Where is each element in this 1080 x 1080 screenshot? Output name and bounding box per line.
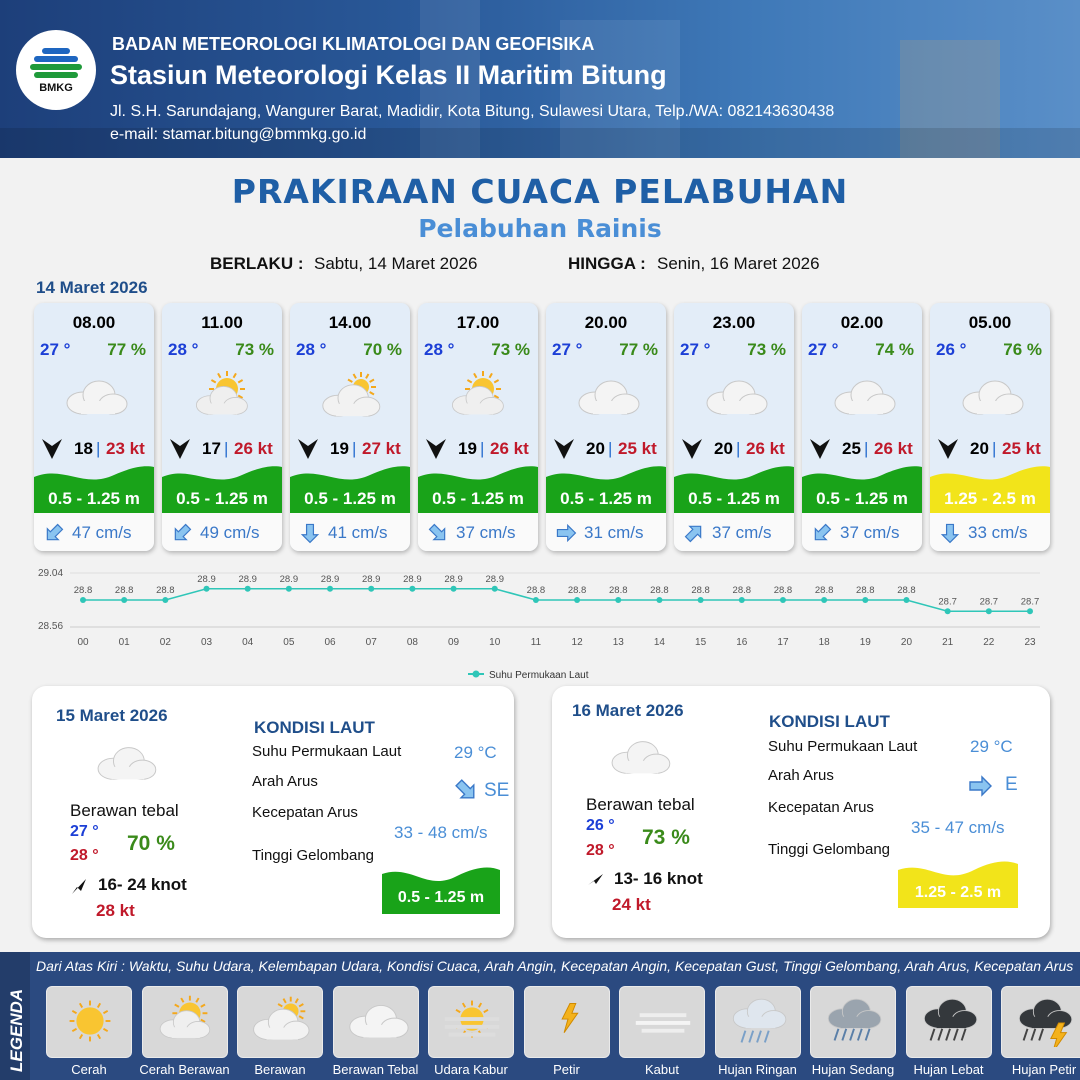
humidity: 76 % (1003, 340, 1042, 359)
wind-row (552, 437, 664, 461)
berawan-icon (237, 986, 323, 1058)
berawan-tebal-icon (955, 371, 1027, 423)
x-tick-label: 14 (653, 637, 665, 648)
humidity: 70 % (363, 340, 402, 359)
x-tick-label: 22 (983, 637, 995, 648)
forecast-time: 23.00 (712, 313, 756, 332)
legend-label: Hujan Ringan (718, 1062, 797, 1077)
wind-row (808, 437, 920, 461)
day2-wind: 16- 24 knot (98, 875, 187, 894)
current-row (290, 513, 410, 551)
data-point (451, 586, 457, 592)
wave-height: 0.5 - 1.25 m (48, 489, 140, 508)
wind-direction-icon (70, 876, 90, 896)
humidity: 74 % (875, 340, 914, 359)
current-row (34, 513, 154, 551)
day3-sst-label: Suhu Permukaan Laut (768, 738, 918, 755)
station-name: Stasiun Meteorologi Kelas II Maritim Bitung (110, 60, 667, 90)
forecast-card (418, 303, 538, 551)
day2-sst-label: Suhu Permukaan Laut (252, 743, 402, 760)
wind-direction-icon (40, 437, 64, 465)
data-label: 28.8 (156, 585, 175, 596)
cerah-icon (46, 986, 132, 1058)
day2-kondisi-title: KONDISI LAUT (254, 718, 375, 737)
data-label: 28.8 (732, 585, 752, 596)
x-tick-label: 09 (448, 637, 460, 648)
day3-kondisi-title: KONDISI LAUT (769, 712, 890, 731)
y-tick-label-bottom: 28.56 (38, 621, 64, 632)
wind-speed: 17 (202, 439, 221, 458)
day3-wind: 13- 16 knot (614, 869, 703, 888)
wind-speed: 19 (330, 439, 349, 458)
day3-condition: Berawan tebal (586, 795, 695, 814)
data-label: 28.7 (1020, 596, 1040, 608)
data-point (492, 586, 498, 592)
day3-gust: 24 kt (612, 895, 651, 914)
berawan-tebal-icon (571, 371, 643, 423)
legend-label: Kabut (645, 1062, 679, 1077)
current-speed: 37 cm/s (840, 523, 900, 542)
data-point (698, 597, 704, 603)
current-direction-icon (810, 521, 834, 545)
forecast-time: 17.00 (456, 313, 500, 332)
legend-label: Petir (553, 1062, 580, 1077)
x-tick-label: 10 (489, 637, 501, 648)
wind-speed: 25 (842, 439, 861, 458)
forecast-card (290, 303, 410, 551)
day3-wave-label: Tinggi Gelombang (768, 841, 891, 858)
wind-row (168, 437, 280, 461)
data-label: 28.8 (897, 585, 916, 596)
data-point (533, 597, 539, 603)
wave-height: 0.5 - 1.25 m (176, 489, 268, 508)
data-label: 28.9 (361, 573, 381, 585)
kabut-icon (619, 986, 705, 1058)
gust-speed: 27 kt (362, 439, 401, 458)
y-tick-label-top: 29.04 (38, 568, 64, 579)
forecast-time: 05.00 (968, 313, 1012, 332)
wind-direction-icon (552, 437, 576, 465)
air-temperature: 26 ° (936, 340, 967, 359)
x-tick-label: 04 (242, 637, 254, 648)
forecast-time: 02.00 (840, 313, 884, 332)
current-speed: 37 cm/s (456, 523, 516, 542)
wind-separator: | (96, 439, 101, 458)
berawan-tebal-icon (827, 371, 899, 423)
data-label: 28.8 (526, 585, 546, 596)
x-tick-label: 13 (612, 637, 624, 648)
valid-from-value: Sabtu, 14 Maret 2026 (314, 254, 478, 273)
current-row (802, 513, 922, 551)
current-direction-icon (554, 521, 578, 545)
wind-speed: 20 (714, 439, 733, 458)
data-label: 28.9 (197, 573, 216, 585)
legend-title (4, 956, 28, 1076)
hujan-lebat-icon (906, 986, 992, 1058)
air-temperature: 28 ° (296, 340, 327, 359)
legend-label: Cerah (71, 1062, 107, 1077)
petir-icon (524, 986, 610, 1058)
day3-date: 16 Maret 2026 (572, 701, 684, 720)
current-direction-icon (298, 521, 322, 545)
current-row (930, 513, 1050, 551)
air-temperature: 27 ° (40, 340, 71, 359)
legend-description: Dari Atas Kiri : Waktu, Suhu Udara, Kelembapan Udara, Kondisi Cuaca, Arah Angin, Kecepatan Angin, Kecepatan Gust, Tinggi Gelombang, Arah Arus, Kecepatan Arus (36, 958, 1074, 974)
day2-date: 15 Maret 2026 (56, 706, 168, 725)
day3-temp-min: 26 ° (586, 817, 615, 834)
hujan-ringan-icon (715, 986, 801, 1058)
day2-sst: 29 °C (454, 743, 497, 762)
wind-separator: | (992, 439, 997, 458)
wind-direction-icon (680, 437, 704, 465)
air-temperature: 27 ° (808, 340, 839, 359)
x-tick-label: 17 (777, 637, 789, 648)
gust-speed: 26 kt (490, 439, 529, 458)
x-tick-label: 08 (406, 637, 418, 648)
forecast-card (162, 303, 282, 551)
data-point (80, 597, 86, 603)
data-label: 28.8 (609, 585, 628, 596)
day3-dir-label: Arah Arus (768, 767, 834, 784)
legend-label: Berawan Tebal (332, 1062, 419, 1077)
legend-label: Berawan (254, 1062, 306, 1077)
data-point (286, 586, 292, 592)
current-row (674, 513, 794, 551)
wind-row (424, 437, 536, 461)
data-point (615, 597, 621, 603)
day2-speed-label: Kecepatan Arus (252, 804, 358, 821)
gust-speed: 26 kt (746, 439, 785, 458)
forecast-card (674, 303, 794, 551)
current-speed: 37 cm/s (712, 523, 772, 542)
gust-speed: 25 kt (618, 439, 657, 458)
x-tick-label: 15 (695, 637, 707, 648)
data-label: 28.9 (403, 573, 422, 585)
data-label: 28.8 (567, 585, 587, 596)
humidity: 77 % (107, 340, 146, 359)
current-direction-icon (966, 772, 994, 800)
forecast-time: 14.00 (328, 313, 372, 332)
data-label: 28.9 (238, 573, 257, 585)
data-point (327, 586, 333, 592)
wind-separator: | (864, 439, 869, 458)
data-point (121, 597, 127, 603)
day3-temp-max: 28 ° (586, 842, 615, 859)
cerah-berawan-icon (187, 371, 259, 423)
x-tick-label: 12 (571, 637, 583, 648)
sst-line (83, 589, 1030, 612)
wind-row (680, 437, 792, 461)
data-label: 28.8 (691, 585, 710, 596)
legend-label: Suhu Permukaan Laut (489, 670, 589, 681)
data-point (368, 586, 374, 592)
wind-speed: 18 (74, 439, 93, 458)
x-tick-label: 11 (530, 637, 542, 648)
humidity: 77 % (619, 340, 658, 359)
day2-wave-label: Tinggi Gelombang (252, 847, 375, 864)
current-speed: 41 cm/s (328, 523, 388, 542)
gust-speed: 26 kt (874, 439, 913, 458)
humidity: 73 % (747, 340, 786, 359)
current-speed: 31 cm/s (584, 523, 644, 542)
wind-separator: | (224, 439, 229, 458)
wind-row (936, 437, 1048, 461)
data-point (986, 608, 992, 614)
data-label: 28.9 (444, 573, 463, 585)
day2-panel (32, 686, 514, 938)
x-tick-label: 20 (900, 637, 913, 648)
legend-title-text: LEGENDA (7, 988, 26, 1072)
bmkg-logo (16, 30, 96, 110)
x-tick-label: 07 (365, 637, 377, 648)
wind-row (296, 437, 408, 461)
x-tick-label: 01 (118, 637, 130, 648)
hujan-petir-icon (1001, 986, 1080, 1058)
current-direction-icon (452, 776, 480, 804)
current-direction-icon (682, 521, 706, 545)
day2-wave-height: 0.5 - 1.25 m (397, 889, 485, 906)
berawan-tebal-icon (699, 371, 771, 423)
cerah-berawan-icon (443, 371, 515, 423)
air-temperature: 27 ° (680, 340, 711, 359)
forecast-card (802, 303, 922, 551)
current-row (162, 513, 282, 551)
forecast-time: 11.00 (201, 313, 243, 332)
port-name: Pelabuhan Rainis (418, 214, 662, 243)
gust-speed: 23 kt (106, 439, 145, 458)
humidity: 73 % (491, 340, 530, 359)
data-point (739, 597, 745, 603)
gust-speed: 26 kt (234, 439, 273, 458)
data-label: 28.7 (938, 596, 957, 608)
current-speed: 47 cm/s (72, 523, 132, 542)
data-label: 28.8 (73, 585, 93, 596)
day3-humidity: 73 % (642, 826, 690, 849)
day2-gust: 28 kt (96, 901, 135, 920)
current-speed: 49 cm/s (200, 523, 260, 542)
data-label: 28.8 (114, 585, 134, 596)
day2-current-speed: 33 - 48 cm/s (394, 823, 488, 842)
data-point (656, 597, 662, 603)
air-temperature: 27 ° (552, 340, 583, 359)
x-tick-label: 16 (736, 637, 748, 648)
data-point (780, 597, 786, 603)
data-point (1027, 608, 1033, 614)
gust-speed: 25 kt (1002, 439, 1041, 458)
valid-to-value: Senin, 16 Maret 2026 (657, 254, 820, 273)
wind-separator: | (352, 439, 357, 458)
legend-label: Cerah Berawan (139, 1062, 230, 1077)
forecast-card (546, 303, 666, 551)
sst-chart (30, 565, 1050, 685)
station-email: e-mail: stamar.bitung@bmmkg.go.id (110, 126, 367, 143)
data-label: 28.8 (773, 585, 793, 596)
day3-speed-label: Kecepatan Arus (768, 799, 874, 816)
logo-text: BMKG (39, 82, 73, 94)
wind-separator: | (608, 439, 613, 458)
wind-direction-icon (296, 437, 320, 465)
berawan-icon (315, 371, 387, 423)
day2-condition: Berawan tebal (70, 801, 179, 820)
wind-separator: | (736, 439, 741, 458)
day2-current-dir: SE (484, 780, 510, 801)
forecast-time: 08.00 (72, 313, 116, 332)
wind-direction-icon (936, 437, 960, 465)
forecast-card (930, 303, 1050, 551)
udara-kabur-icon (428, 986, 514, 1058)
day3-sst: 29 °C (970, 737, 1013, 756)
current-row (546, 513, 666, 551)
data-point (162, 597, 168, 603)
berawan-tebal-icon (59, 371, 131, 423)
data-point (821, 597, 827, 603)
x-tick-label: 03 (200, 637, 213, 648)
wind-separator: | (480, 439, 485, 458)
x-tick-label: 02 (159, 637, 171, 648)
wind-direction-icon (168, 437, 192, 465)
wind-speed: 19 (458, 439, 477, 458)
logo-emblem-icon (28, 46, 84, 82)
data-point (574, 597, 580, 603)
current-speed: 33 cm/s (968, 523, 1028, 542)
current-direction-icon (170, 521, 194, 545)
hujan-sedang-icon (810, 986, 896, 1058)
legend-label: Hujan Petir (1011, 1062, 1077, 1077)
valid-from-label: BERLAKU : (210, 254, 304, 273)
current-row (418, 513, 538, 551)
x-tick-label: 19 (859, 637, 871, 648)
wave-height: 0.5 - 1.25 m (304, 489, 396, 508)
sst-series (74, 574, 1040, 648)
air-temperature: 28 ° (168, 340, 199, 359)
day3-wave-height: 1.25 - 2.5 m (914, 884, 1002, 901)
wind-direction-icon (586, 869, 606, 889)
humidity: 73 % (235, 340, 274, 359)
wave-height: 0.5 - 1.25 m (688, 489, 780, 508)
current-direction-icon (42, 521, 66, 545)
x-tick-label: 23 (1024, 637, 1036, 648)
day2-temp-min: 27 ° (70, 823, 99, 840)
station-address: Jl. S.H. Sarundajang, Wangurer Barat, Madidir, Kota Bitung, Sulawesi Utara, Telp./WA: 082143630438 (110, 103, 835, 120)
data-point (945, 608, 951, 614)
day3-current-speed: 35 - 47 cm/s (911, 818, 1005, 837)
data-label: 28.9 (320, 573, 340, 585)
data-point (903, 597, 909, 603)
wave-height: 0.5 - 1.25 m (560, 489, 652, 508)
wave-height: 0.5 - 1.25 m (432, 489, 524, 508)
data-label: 28.8 (856, 585, 875, 596)
data-label: 28.7 (979, 596, 999, 608)
legend-label: Hujan Lebat (913, 1062, 984, 1077)
x-tick-label: 00 (77, 637, 89, 648)
x-tick-label: 05 (283, 637, 295, 648)
page-title: PRAKIRAAN CUACA PELABUHAN (231, 172, 849, 211)
current-direction-icon (426, 521, 450, 545)
agency-name: BADAN METEOROLOGI KLIMATOLOGI DAN GEOFISIKA (112, 34, 595, 54)
current-direction-icon (938, 521, 962, 545)
cerah-berawan-icon (142, 986, 228, 1058)
data-point (245, 586, 251, 592)
legend-label: Hujan Sedang (811, 1062, 895, 1077)
data-point (409, 586, 415, 592)
wind-row (40, 437, 152, 461)
wind-direction-icon (424, 437, 448, 465)
data-point (862, 597, 868, 603)
berawan-tebal-icon (333, 986, 419, 1058)
data-label: 28.9 (279, 573, 299, 585)
air-temperature: 28 ° (424, 340, 455, 359)
data-label: 28.9 (485, 573, 504, 585)
data-label: 28.8 (814, 585, 834, 596)
x-tick-label: 18 (818, 637, 830, 648)
day3-panel (552, 686, 1050, 938)
x-tick-label: 21 (942, 637, 954, 648)
forecast-time: 20.00 (584, 313, 628, 332)
day1-date: 14 Maret 2026 (36, 278, 148, 297)
berawan-tebal-icon (90, 738, 160, 788)
wave-height: 0.5 - 1.25 m (816, 489, 908, 508)
wind-speed: 20 (970, 439, 989, 458)
day2-humidity: 70 % (127, 832, 175, 855)
data-label: 28.8 (650, 585, 669, 596)
wind-speed: 20 (586, 439, 605, 458)
day2-dir-label: Arah Arus (252, 773, 318, 790)
wind-direction-icon (808, 437, 832, 465)
day3-current-dir: E (1005, 774, 1018, 795)
day2-temp-max: 28 ° (70, 847, 99, 864)
x-tick-label: 06 (324, 637, 336, 648)
forecast-card (34, 303, 154, 551)
data-point (204, 586, 210, 592)
legend-label: Udara Kabur (434, 1062, 508, 1077)
berawan-tebal-icon (604, 732, 674, 782)
valid-to-label: HINGGA : (568, 254, 646, 273)
wave-height: 1.25 - 2.5 m (944, 489, 1036, 508)
